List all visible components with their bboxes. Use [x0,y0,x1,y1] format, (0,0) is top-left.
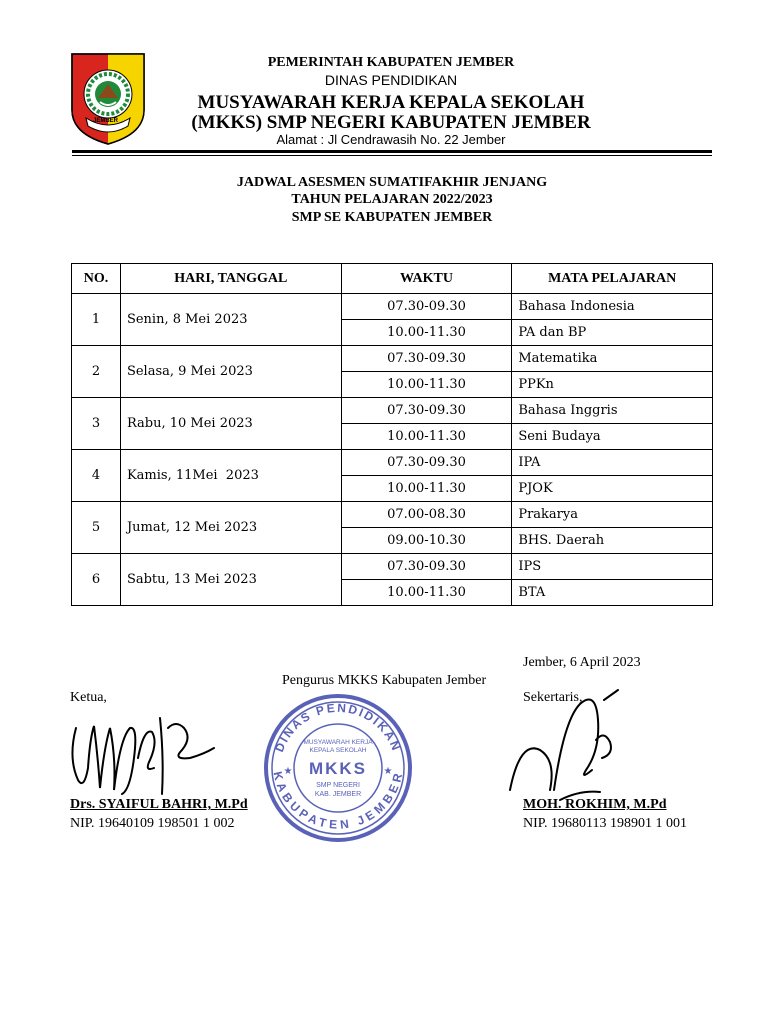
secretary-nip: NIP. 19680113 198901 1 001 [523,816,687,831]
row-time: 10.00-11.30 [341,372,512,398]
row-time: 10.00-11.30 [341,476,512,502]
column-header-no: NO. [72,264,121,294]
row-number: 2 [72,346,121,398]
row-day: Sabtu, 13 Mei 2023 [120,554,341,606]
secretary-signature-icon [500,680,630,810]
row-time: 10.00-11.30 [341,424,512,450]
header-address: Alamat : Jl Cendrawasih No. 22 Jember [276,132,506,147]
stamp-star-left-icon: ★ [283,766,293,777]
row-time: 07.30-09.30 [341,294,512,320]
row-day: Rabu, 10 Mei 2023 [120,398,341,450]
stamp-star-right-icon: ★ [383,766,393,777]
header-organization: MUSYAWARAH KERJA KEPALA SEKOLAH [197,92,585,113]
table-row [72,502,713,528]
emblem-banner-text: JEMBER [93,118,119,124]
stamp-line3: SMP NEGERI [316,782,360,789]
document-subtitle-scope: SMP SE KABUPATEN JEMBER [291,210,493,225]
row-number: 6 [72,554,121,606]
row-subject: Bahasa Indonesia [512,294,713,320]
document-title: JADWAL ASESMEN SUMATIFAKHIR JENJANG [236,175,548,190]
schedule-table [71,263,713,606]
secretary-role: Sekertaris, [523,690,583,705]
table-row [72,554,713,580]
column-header-time: WAKTU [341,264,512,294]
table-row [72,398,713,424]
place-date: Jember, 6 April 2023 [523,655,641,670]
row-time: 07.30-09.30 [341,398,512,424]
row-day: Selasa, 9 Mei 2023 [120,346,341,398]
row-time: 07.00-08.30 [341,502,512,528]
header-department: DINAS PENDIDIKAN [324,72,458,88]
chair-name: Drs. SYAIFUL BAHRI, M.Pd [70,797,248,812]
row-time: 10.00-11.30 [341,320,512,346]
row-subject: PPKn [512,372,713,398]
column-header-subject: MATA PELAJARAN [512,264,713,294]
document-subtitle-year: TAHUN PELAJARAN 2022/2023 [291,192,493,207]
row-day: Senin, 8 Mei 2023 [120,294,341,346]
chair-role: Ketua, [70,690,107,705]
header-divider-thin [72,155,712,156]
row-day: Jumat, 12 Mei 2023 [120,502,341,554]
row-subject: IPA [512,450,713,476]
row-number: 3 [72,398,121,450]
stamp-line4: KAB. JEMBER [314,791,362,798]
row-number: 5 [72,502,121,554]
row-time: 10.00-11.30 [341,580,512,606]
row-subject: PA dan BP [512,320,713,346]
row-subject: BHS. Daerah [512,528,713,554]
mkks-stamp-icon [258,688,418,846]
row-number: 1 [72,294,121,346]
stamp-big: MKKS [308,759,368,778]
table-header-row [72,264,713,294]
row-time: 07.30-09.30 [341,346,512,372]
row-time: 07.30-09.30 [341,450,512,476]
chair-nip: NIP. 19640109 198501 1 002 [70,816,235,831]
committee-label: Pengurus MKKS Kabupaten Jember [282,673,487,688]
table-row [72,346,713,372]
secretary-name: MOH. ROKHIM, M.Pd [523,797,667,812]
row-day: Kamis, 11Mei 2023 [120,450,341,502]
stamp-line2: KEPALA SEKOLAH [309,747,367,754]
row-subject: Seni Budaya [512,424,713,450]
header-government: PEMERINTAH KABUPATEN JEMBER [267,55,515,70]
stamp-top-arc: DINAS PENDIDIKAN [272,700,404,755]
column-header-day: HARI, TANGGAL [120,264,341,294]
header-divider-thick [72,150,712,153]
row-time: 07.30-09.30 [341,554,512,580]
chair-signature-icon [64,698,224,798]
row-number: 4 [72,450,121,502]
row-subject: Matematika [512,346,713,372]
jember-emblem-icon [70,52,146,146]
row-subject: Bahasa Inggris [512,398,713,424]
table-row [72,450,713,476]
stamp-line1: MUSYAWARAH KERJA [303,739,373,746]
row-subject: IPS [512,554,713,580]
row-subject: BTA [512,580,713,606]
row-subject: Prakarya [512,502,713,528]
header-organization-abbr: (MKKS) SMP NEGERI KABUPATEN JEMBER [191,112,591,133]
table-row [72,294,713,320]
row-subject: PJOK [512,476,713,502]
row-time: 09.00-10.30 [341,528,512,554]
stamp-bottom-arc: KABUPATEN JEMBER [270,770,406,832]
